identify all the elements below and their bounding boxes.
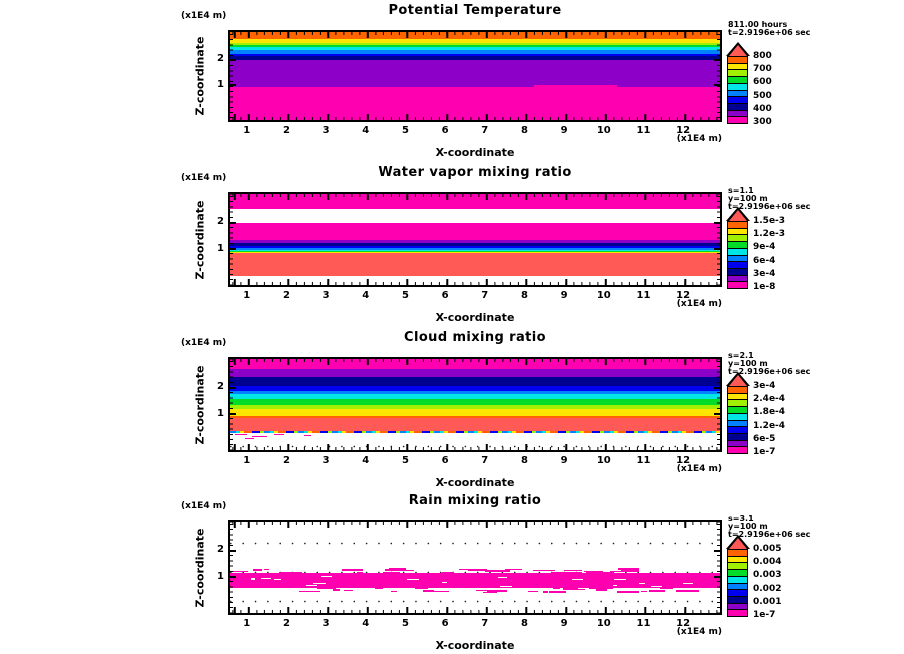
colorbar-label: 800 xyxy=(753,51,772,61)
colorbar-band xyxy=(728,104,747,111)
colorbar-band xyxy=(728,256,747,263)
y-major-tick xyxy=(714,222,720,224)
rain-dash xyxy=(553,588,560,589)
axis-ticks xyxy=(230,444,720,450)
z-axis-label-box xyxy=(192,520,208,615)
rain-dash xyxy=(504,573,519,575)
colorbar xyxy=(727,549,748,617)
y-unit-label: (x1E4 m) xyxy=(181,11,227,21)
z-axis-label: Z-coordinate xyxy=(193,364,207,445)
x-tick-label: 10 xyxy=(596,455,611,466)
y-major-tick xyxy=(230,248,236,250)
x-tick-label: 12 xyxy=(676,290,691,301)
x-tick-label: 9 xyxy=(560,455,568,466)
rain-dash xyxy=(415,588,428,590)
rain-dash xyxy=(623,573,636,574)
rain-dash xyxy=(459,569,472,570)
rain-dash xyxy=(551,572,566,574)
x-tick-label: 6 xyxy=(441,290,449,301)
rain-dash xyxy=(528,591,537,592)
z-axis-label: Z-coordinate xyxy=(193,199,207,280)
x-tick-label: 7 xyxy=(481,290,489,301)
colorbar-overflow-triangle xyxy=(729,375,747,386)
colorbar-band xyxy=(728,57,747,64)
plot-area xyxy=(228,357,722,452)
x-unit-label: (x1E4 m) xyxy=(676,627,722,637)
rain-dash xyxy=(649,590,665,592)
y-tick-label: 2 xyxy=(217,216,224,228)
x-tick-label: 7 xyxy=(481,455,489,466)
rain-dash xyxy=(596,589,607,591)
colorbar-label: 1e-8 xyxy=(753,282,776,292)
x-tick-label: 5 xyxy=(401,125,409,136)
contour-band xyxy=(230,369,720,378)
colorbar-band xyxy=(728,222,747,229)
rain-dash xyxy=(357,572,363,574)
y-tick-label: 1 xyxy=(217,79,224,91)
colorbar-band xyxy=(728,394,747,401)
x-tick-label: 12 xyxy=(676,618,691,629)
x-tick-label: 3 xyxy=(322,290,330,301)
colorbar-label: 700 xyxy=(753,64,772,75)
z-axis-label-box xyxy=(192,192,208,287)
colorbar-label: 0.002 xyxy=(753,583,782,594)
x-unit-label: (x1E4 m) xyxy=(676,464,722,474)
x-tick-label: 2 xyxy=(282,618,290,629)
legend-line: s=3.1 xyxy=(728,514,754,523)
x-tick-label: 9 xyxy=(560,125,568,136)
legend-line: s=2.1 xyxy=(728,351,754,360)
colorbar-band xyxy=(728,117,747,123)
x-tick-label: 11 xyxy=(636,618,651,629)
x-tick-label: 3 xyxy=(322,125,330,136)
colorbar-label: 0.001 xyxy=(753,596,782,607)
rain-dash xyxy=(533,570,555,571)
colorbar-band xyxy=(728,597,747,604)
legend-line: t=2.9196e+06 sec xyxy=(728,202,811,211)
axis-ticks xyxy=(230,114,720,120)
colorbar-label: 6e-5 xyxy=(753,433,776,444)
x-tick-label: 5 xyxy=(401,455,409,466)
y-tick-label: 1 xyxy=(217,408,224,419)
colorbar-label: 400 xyxy=(753,103,772,114)
colorbar-band xyxy=(728,276,747,283)
axis-ticks xyxy=(230,32,720,38)
y-tick-label: 2 xyxy=(217,381,224,393)
x-tick-label: 3 xyxy=(322,455,330,466)
x-tick-label: 11 xyxy=(636,455,651,466)
axis-ticks xyxy=(717,359,720,450)
colorbar-band xyxy=(728,269,747,276)
x-tick-label: 8 xyxy=(520,455,528,466)
x-tick-label: 6 xyxy=(441,618,449,629)
y-unit-label: (x1E4 m) xyxy=(181,338,227,348)
x-axis-label: X-coordinate xyxy=(435,476,515,489)
colorbar-band xyxy=(728,229,747,236)
colorbar-band xyxy=(728,563,747,570)
rain-dash xyxy=(375,588,383,589)
x-unit-label: (x1E4 m) xyxy=(676,134,722,144)
axis-ticks xyxy=(230,607,720,613)
rain-gap xyxy=(500,586,512,587)
axis-ticks xyxy=(230,359,720,365)
legend-line: s=1.1 xyxy=(728,186,754,195)
rain-dash xyxy=(445,572,451,573)
x-tick-label: 7 xyxy=(481,618,489,629)
rain-dash xyxy=(317,588,336,589)
colorbar-label: 1.2e-3 xyxy=(753,229,786,240)
x-tick-label: 4 xyxy=(362,618,370,629)
plot-title: Potential Temperature xyxy=(388,3,562,18)
colorbar-band xyxy=(728,441,747,448)
colorbar-band xyxy=(728,111,747,118)
colorbar-label: 500 xyxy=(753,90,772,101)
x-tick-label: 1 xyxy=(243,455,251,466)
x-tick-label: 6 xyxy=(441,125,449,136)
contour-band xyxy=(230,431,720,433)
colorbar-label: 3e-4 xyxy=(753,268,776,279)
rain-gap xyxy=(442,582,447,583)
y-tick-label: 2 xyxy=(217,544,224,556)
legend-line: 811.00 hours xyxy=(728,20,788,29)
colorbar xyxy=(727,56,748,124)
z-axis-label-box xyxy=(192,30,208,122)
rain-dash xyxy=(242,573,250,574)
rain-gap xyxy=(261,578,271,579)
colorbar-band xyxy=(728,414,747,421)
rain-gap xyxy=(614,579,626,580)
x-tick-label: 1 xyxy=(243,125,251,136)
colorbar-overflow-triangle xyxy=(729,45,747,56)
x-tick-label: 10 xyxy=(596,290,611,301)
plot-area xyxy=(228,520,722,615)
x-tick-label: 3 xyxy=(322,618,330,629)
legend-line: y=100 m xyxy=(728,194,768,203)
axis-ticks xyxy=(230,522,233,613)
x-tick-label: 11 xyxy=(636,125,651,136)
colorbar-label: 6e-4 xyxy=(753,255,776,266)
colorbar-band xyxy=(728,550,747,557)
axis-ticks xyxy=(230,194,720,200)
plot-title: Cloud mixing ratio xyxy=(404,330,546,345)
rain-dash xyxy=(505,569,522,570)
colorbar-band xyxy=(728,570,747,577)
legend-line: y=100 m xyxy=(728,359,768,368)
x-tick-label: 2 xyxy=(282,455,290,466)
rain-dash xyxy=(543,591,548,593)
axis-ticks xyxy=(717,194,720,285)
contour-band xyxy=(230,223,720,240)
rain-band xyxy=(230,573,720,588)
plot-title: Rain mixing ratio xyxy=(408,493,542,508)
colorbar-label: 1.2e-4 xyxy=(753,420,786,431)
axis-ticks xyxy=(717,32,720,120)
colorbar-label: 1.5e-3 xyxy=(753,216,786,226)
colorbar-band xyxy=(728,97,747,104)
rain-gap xyxy=(572,579,584,580)
x-tick-label: 12 xyxy=(676,455,691,466)
contour-speckle xyxy=(245,438,255,439)
y-major-tick xyxy=(714,550,720,552)
z-axis-label: Z-coordinate xyxy=(193,527,207,608)
colorbar-band xyxy=(728,447,747,453)
rain-dash xyxy=(385,569,400,571)
colorbar-label: 3e-4 xyxy=(753,381,776,391)
y-major-tick xyxy=(230,550,236,552)
x-tick-label: 2 xyxy=(282,290,290,301)
x-tick-label: 9 xyxy=(560,618,568,629)
contour-speckle xyxy=(274,434,284,435)
legend-line: t=2.9196e+06 sec xyxy=(728,28,811,37)
colorbar-band xyxy=(728,64,747,71)
colorbar-band xyxy=(728,434,747,441)
y-major-tick xyxy=(230,576,236,578)
rain-dash xyxy=(641,591,647,592)
x-tick-label: 12 xyxy=(676,125,691,136)
colorbar xyxy=(727,386,748,454)
rain-gap xyxy=(683,583,693,584)
rain-dash xyxy=(483,592,497,593)
rain-dash xyxy=(279,572,302,574)
axis-ticks xyxy=(230,522,720,528)
contour-band xyxy=(230,418,720,431)
contour-speckle xyxy=(235,434,247,435)
contour-band xyxy=(230,409,720,417)
y-major-tick xyxy=(714,248,720,250)
colorbar-band xyxy=(728,577,747,584)
rain-gap xyxy=(613,585,618,586)
x-axis-label: X-coordinate xyxy=(435,639,515,652)
rain-dash xyxy=(333,589,340,591)
y-major-tick xyxy=(230,84,236,86)
rain-dash xyxy=(253,569,262,571)
colorbar-band xyxy=(728,590,747,597)
x-tick-label: 5 xyxy=(401,618,409,629)
colorbar-label: 2.4e-4 xyxy=(753,394,786,405)
rain-gap xyxy=(651,586,662,587)
contour-speckle xyxy=(304,435,312,436)
y-tick-label: 1 xyxy=(217,571,224,582)
colorbar-band xyxy=(728,427,747,434)
x-tick-label: 10 xyxy=(596,125,611,136)
colorbar-overflow-triangle xyxy=(729,538,747,549)
x-unit-label: (x1E4 m) xyxy=(676,299,722,309)
y-tick-label: 2 xyxy=(217,53,224,65)
legend-line: t=2.9196e+06 sec xyxy=(728,530,811,539)
colorbar-label: 600 xyxy=(753,77,772,88)
x-tick-label: 1 xyxy=(243,618,251,629)
colorbar-band xyxy=(728,282,747,288)
rain-dash xyxy=(264,569,269,570)
y-major-tick xyxy=(714,59,720,61)
rain-dash xyxy=(676,590,699,592)
legend-line: t=2.9196e+06 sec xyxy=(728,367,811,376)
rain-dash xyxy=(423,590,434,592)
colorbar-band xyxy=(728,249,747,256)
y-major-tick xyxy=(230,387,236,389)
rain-dash xyxy=(299,591,320,592)
colorbar-band xyxy=(728,262,747,269)
colorbar-band xyxy=(728,235,747,242)
rain-dash xyxy=(549,591,566,593)
rain-dash xyxy=(586,572,599,573)
y-major-tick xyxy=(714,387,720,389)
rain-dash xyxy=(617,591,638,592)
rain-gap xyxy=(321,576,332,577)
y-major-tick xyxy=(714,413,720,415)
plot-title: Water vapor mixing ratio xyxy=(378,165,572,180)
colorbar-band xyxy=(728,400,747,407)
colorbar-band xyxy=(728,421,747,428)
colorbar-label: 0.003 xyxy=(753,570,782,581)
axis-ticks xyxy=(230,32,233,120)
rain-dash xyxy=(391,591,397,592)
z-axis-label: Z-coordinate xyxy=(193,36,207,116)
colorbar-band xyxy=(728,91,747,98)
colorbar-band xyxy=(728,610,747,616)
y-major-tick xyxy=(230,413,236,415)
colorbar-label: 1e-7 xyxy=(753,447,776,457)
x-tick-label: 10 xyxy=(596,618,611,629)
rain-gap xyxy=(407,579,419,580)
colorbar-band xyxy=(728,70,747,77)
x-tick-label: 8 xyxy=(520,125,528,136)
rain-dash xyxy=(621,570,639,572)
rain-gap xyxy=(313,583,326,584)
axis-ticks xyxy=(230,359,233,450)
y-major-tick xyxy=(714,84,720,86)
x-tick-label: 5 xyxy=(401,290,409,301)
colorbar-label: 300 xyxy=(753,117,772,127)
rain-dash xyxy=(383,572,400,574)
colorbar-band xyxy=(728,387,747,394)
plot-area xyxy=(228,192,722,287)
x-tick-label: 7 xyxy=(481,125,489,136)
x-tick-label: 8 xyxy=(520,618,528,629)
y-tick-label: 1 xyxy=(217,243,224,254)
x-tick-label: 9 xyxy=(560,290,568,301)
x-tick-label: 4 xyxy=(362,125,370,136)
rain-dash xyxy=(485,570,509,571)
colorbar-band xyxy=(728,84,747,91)
y-unit-label: (x1E4 m) xyxy=(181,173,227,183)
colorbar-band xyxy=(728,242,747,249)
rain-gap xyxy=(639,583,644,584)
axis-ticks xyxy=(230,279,720,285)
rain-gap xyxy=(306,585,317,586)
x-tick-label: 2 xyxy=(282,125,290,136)
contour-band xyxy=(230,60,720,87)
x-axis-label: X-coordinate xyxy=(435,146,515,159)
contour-band xyxy=(230,253,720,276)
contour-band xyxy=(230,377,720,386)
contour-speckle xyxy=(252,436,267,437)
colorbar-band xyxy=(728,557,747,564)
rain-gap xyxy=(274,579,281,580)
plot-area xyxy=(228,30,722,122)
colorbar-band xyxy=(728,77,747,84)
x-tick-label: 1 xyxy=(243,290,251,301)
rain-dash xyxy=(342,569,363,570)
x-tick-label: 11 xyxy=(636,290,651,301)
colorbar-label: 0.005 xyxy=(753,544,782,554)
y-major-tick xyxy=(230,59,236,61)
rain-gap xyxy=(251,578,255,579)
colorbar-label: 1.8e-4 xyxy=(753,407,786,418)
x-tick-label: 6 xyxy=(441,455,449,466)
y-major-tick xyxy=(230,222,236,224)
axis-ticks xyxy=(717,522,720,613)
colorbar xyxy=(727,221,748,289)
colorbar-overflow-triangle xyxy=(729,210,747,221)
x-tick-label: 8 xyxy=(520,290,528,301)
y-major-tick xyxy=(714,576,720,578)
colorbar-label: 0.004 xyxy=(753,557,782,568)
axis-ticks xyxy=(230,194,233,285)
legend-line: y=100 m xyxy=(728,522,768,531)
colorbar-label: 1e-7 xyxy=(753,610,776,620)
colorbar-band xyxy=(728,407,747,414)
x-tick-label: 4 xyxy=(362,290,370,301)
rain-dash xyxy=(660,588,673,589)
rain-dash xyxy=(563,589,585,590)
z-axis-label-box xyxy=(192,357,208,452)
rain-dash xyxy=(564,570,582,571)
colorbar-label: 9e-4 xyxy=(753,242,776,253)
rain-dash xyxy=(487,590,507,591)
rain-dash xyxy=(344,590,352,591)
y-unit-label: (x1E4 m) xyxy=(181,501,227,511)
colorbar-band xyxy=(728,604,747,611)
x-tick-label: 4 xyxy=(362,455,370,466)
x-axis-label: X-coordinate xyxy=(435,311,515,324)
rain-gap xyxy=(498,577,507,578)
colorbar-band xyxy=(728,584,747,591)
